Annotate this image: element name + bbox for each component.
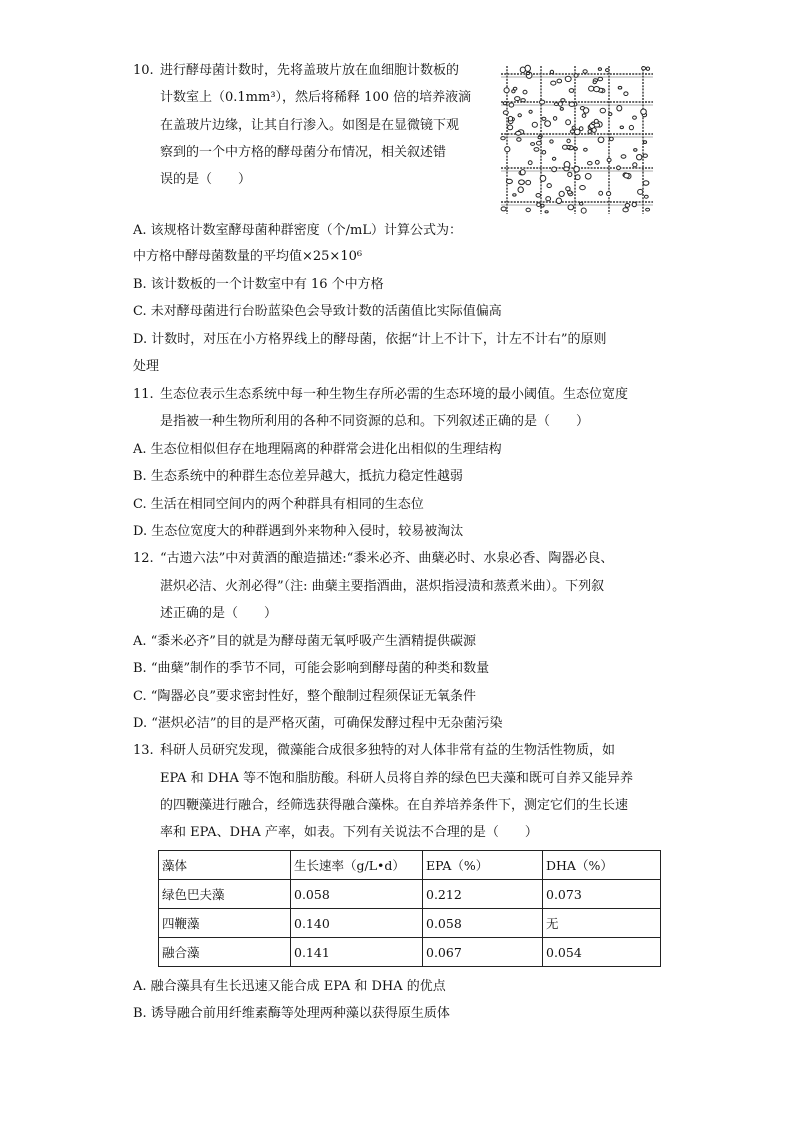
yeast-cell bbox=[565, 76, 571, 81]
q12-option-a: A. “黍米必齐”目的就是为酵母菌无氧呼吸产生酒精提供碳源 bbox=[133, 634, 476, 649]
yeast-cell bbox=[620, 126, 623, 129]
yeast-cell bbox=[542, 151, 546, 155]
table-header-cell: DHA（%） bbox=[543, 851, 661, 880]
yeast-cell bbox=[547, 184, 551, 188]
yeast-cell bbox=[556, 198, 561, 204]
yeast-cell bbox=[521, 99, 525, 102]
q10-option-b: B. 该计数板的一个计数室中有 16 个中方格 bbox=[133, 277, 384, 292]
yeast-cell bbox=[526, 208, 530, 212]
table-cell: 绿色巴夫藻 bbox=[159, 880, 291, 909]
q11-option-d: D. 生态位宽度大的种群遇到外来物种入侵时，较易被淘汰 bbox=[133, 524, 464, 539]
yeast-cell bbox=[503, 111, 508, 115]
yeast-cell bbox=[567, 139, 570, 143]
q10-option-c: C. 未对酵母菌进行台盼蓝染色会导致计数的活菌值比实际值偏高 bbox=[133, 304, 502, 319]
yeast-cell bbox=[540, 175, 546, 181]
yeast-cell bbox=[526, 72, 529, 74]
yeast-cell bbox=[538, 136, 541, 139]
q10-option-d: D. 计数时，对压在小方格界线上的酵母菌，依据“计上不计下，计左不计右”的原则 bbox=[133, 332, 607, 347]
yeast-cell bbox=[542, 117, 546, 120]
table-cell: 0.054 bbox=[543, 938, 661, 967]
yeast-cell bbox=[557, 79, 562, 83]
q10-stem-line: 进行酵母菌计数时，先将盖玻片放在血细胞计数板的 bbox=[160, 63, 460, 78]
yeast-cell bbox=[593, 81, 596, 84]
yeast-cell bbox=[504, 88, 509, 93]
yeast-cell bbox=[518, 187, 523, 193]
yeast-cell bbox=[536, 194, 541, 198]
yeast-cell bbox=[537, 141, 542, 145]
q13-stem-line: 的四鞭藻进行融合，经筛选获得融合藻株。在自养培养条件下，测定它们的生长速 bbox=[160, 798, 629, 813]
yeast-cell bbox=[529, 110, 532, 113]
yeast-cell bbox=[551, 81, 556, 85]
yeast-cell bbox=[515, 97, 520, 101]
yeast-cell bbox=[540, 100, 545, 104]
table-header-cell: 藻体 bbox=[159, 851, 291, 880]
q13-option-a: A. 融合藻具有生长迅速又能合成 EPA 和 DHA 的优点 bbox=[133, 979, 446, 994]
yeast-cell bbox=[532, 122, 537, 127]
yeast-cell bbox=[585, 174, 591, 180]
yeast-cell bbox=[643, 141, 646, 144]
yeast-cell bbox=[617, 166, 621, 170]
yeast-cell bbox=[592, 128, 596, 133]
q11-option-a: A. 生态位相似但存在地理隔离的种群常会进化出相似的生理结构 bbox=[133, 442, 502, 457]
table-cell: 0.073 bbox=[543, 880, 661, 909]
yeast-cell bbox=[574, 166, 579, 172]
yeast-cell bbox=[574, 147, 578, 150]
yeast-cell bbox=[520, 67, 525, 73]
q10-option-d-cont: 处理 bbox=[133, 359, 160, 374]
yeast-cell bbox=[583, 108, 588, 113]
yeast-cell bbox=[575, 129, 581, 135]
yeast-cell bbox=[545, 211, 548, 213]
yeast-cell bbox=[569, 89, 574, 93]
table-row bbox=[159, 880, 661, 909]
yeast-cell bbox=[595, 160, 599, 164]
yeast-cell bbox=[506, 179, 512, 183]
q12-stem-line: 述正确的是（ ） bbox=[160, 606, 278, 621]
yeast-cell bbox=[501, 207, 506, 211]
table-header-row bbox=[159, 851, 661, 880]
q10-stem-line: 察到的一个中方格的酵母菌分布情况，相关叙述错 bbox=[160, 145, 447, 160]
yeast-cell bbox=[625, 204, 629, 208]
table-cell: 0.067 bbox=[423, 938, 543, 967]
yeast-cell bbox=[607, 192, 611, 196]
yeast-cell bbox=[594, 123, 600, 127]
yeast-cell bbox=[621, 155, 626, 158]
yeast-cell bbox=[570, 130, 574, 133]
table-cell: 0.058 bbox=[423, 909, 543, 938]
yeast-cell bbox=[607, 158, 611, 161]
yeast-cell bbox=[624, 173, 629, 178]
table-cell: 0.058 bbox=[291, 880, 423, 909]
yeast-cell bbox=[582, 114, 586, 118]
yeast-cell bbox=[552, 167, 557, 172]
yeast-cell bbox=[642, 67, 646, 70]
q13-stem-line: EPA 和 DHA 等不饱和脂肪酸。科研人员将自养的绿色巴夫藻和既可自养又能异养 bbox=[160, 771, 633, 786]
yeast-cell bbox=[503, 102, 507, 105]
yeast-cell bbox=[583, 70, 587, 73]
question-12-number: 12. bbox=[133, 551, 154, 566]
yeast-cell bbox=[567, 191, 571, 194]
q13-stem-line: 科研人员研究发现，微藻能合成很多独特的对人体非常有益的生物活性物质，如 bbox=[160, 743, 616, 758]
yeast-cell bbox=[528, 161, 532, 165]
yeast-cell bbox=[519, 180, 525, 185]
q11-option-c: C. 生活在相同空间内的两个种群具有相同的生态位 bbox=[133, 497, 424, 512]
yeast-cell bbox=[643, 154, 647, 157]
q11-option-b: B. 生态系统中的种群生态位差异越大，抵抗力稳定性越弱 bbox=[133, 469, 463, 484]
hemocytometer-micrograph bbox=[497, 62, 657, 218]
yeast-cell bbox=[629, 125, 633, 129]
yeast-cell bbox=[618, 86, 622, 89]
yeast-cell bbox=[554, 103, 558, 106]
yeast-cell bbox=[550, 70, 553, 73]
yeast-cell bbox=[623, 208, 628, 212]
q10-stem-line: 计数室上（0.1mm³），然后将稀释 100 倍的培养液滴 bbox=[160, 90, 472, 105]
yeast-cell bbox=[518, 114, 521, 117]
yeast-cell bbox=[516, 131, 521, 135]
yeast-cell bbox=[633, 163, 637, 167]
yeast-cell bbox=[606, 69, 610, 72]
yeast-cell bbox=[546, 197, 551, 201]
q10-stem-line: 在盖玻片边缘，让其自行渗入。如图是在显微镜下观 bbox=[160, 118, 460, 133]
q12-option-c: C. “陶器必良”要求密封性好，整个酿制过程须保证无氧条件 bbox=[133, 689, 477, 704]
yeast-cell bbox=[638, 189, 643, 194]
yeast-cell bbox=[572, 126, 575, 129]
yeast-cell bbox=[574, 74, 578, 78]
yeast-cell bbox=[600, 108, 605, 113]
yeast-cell bbox=[566, 120, 571, 125]
yeast-cell bbox=[588, 130, 591, 134]
yeast-cell bbox=[523, 90, 527, 94]
yeast-cell bbox=[580, 186, 586, 190]
yeast-cell bbox=[637, 155, 642, 160]
table-cell: 融合藻 bbox=[159, 938, 291, 967]
yeast-cell bbox=[594, 87, 600, 92]
yeast-cell bbox=[633, 116, 637, 119]
yeast-cell bbox=[505, 147, 510, 152]
q10-option-a: A. 该规格计数室酵母菌种群密度（个/mL）计算公式为： bbox=[133, 223, 462, 238]
yeast-cell bbox=[552, 157, 555, 160]
q13-option-b: B. 诱导融合前用纤维素酶等处理两种藻以获得原生质体 bbox=[133, 1006, 450, 1021]
table-cell: 0.141 bbox=[291, 938, 423, 967]
yeast-cell bbox=[545, 121, 551, 127]
yeast-cell bbox=[609, 113, 612, 116]
q11-stem-line: 生态位表示生态系统中每一种生物生存所必需的生态环境的最小阈值。生态位宽度 bbox=[160, 387, 629, 402]
q13-stem-line: 率和 EPA、DHA 产率，如表。下列有关说法不合理的是（ ） bbox=[160, 825, 538, 840]
question-11-number: 11. bbox=[133, 387, 154, 402]
yeast-cell bbox=[559, 191, 564, 196]
yeast-cell bbox=[632, 202, 636, 207]
yeast-cell bbox=[580, 202, 583, 205]
yeast-cell bbox=[550, 140, 553, 143]
yeast-cell bbox=[581, 208, 586, 213]
yeast-cell bbox=[566, 187, 570, 191]
yeast-cell bbox=[646, 208, 650, 211]
q11-stem-line: 是指被一种生物所利用的各种不同资源的总和。下列叙述正确的是（ ） bbox=[160, 414, 590, 429]
yeast-cell bbox=[564, 167, 569, 171]
yeast-cell bbox=[526, 180, 531, 184]
yeast-cell bbox=[598, 68, 601, 71]
yeast-cell bbox=[641, 109, 647, 114]
table-row bbox=[159, 938, 661, 967]
yeast-cell bbox=[508, 125, 513, 130]
q12-stem-line: 湛炽必洁、火剂必得”（注: 曲蘖主要指酒曲，湛炽指浸渍和蒸煮米曲）。下列叙 bbox=[160, 579, 605, 594]
yeast-cell bbox=[534, 148, 539, 152]
table-cell: 无 bbox=[543, 909, 661, 938]
q12-option-d: D. “湛炽必洁”的目的是严格灭菌，可确保发酵过程中无杂菌污染 bbox=[133, 716, 503, 731]
yeast-cell bbox=[569, 102, 574, 106]
table-cell: 0.212 bbox=[423, 880, 543, 909]
yeast-cell bbox=[501, 137, 505, 140]
yeast-cell bbox=[541, 204, 544, 207]
yeast-cell bbox=[617, 106, 622, 111]
table-cell: 四鞭藻 bbox=[159, 909, 291, 938]
table-row bbox=[159, 909, 661, 938]
yeast-cell bbox=[513, 194, 516, 196]
yeast-cell bbox=[561, 99, 565, 102]
yeast-cell bbox=[537, 203, 541, 207]
yeast-cell bbox=[634, 149, 637, 152]
yeast-cell bbox=[558, 102, 562, 106]
yeast-cell bbox=[589, 86, 594, 91]
question-10-number: 10. bbox=[133, 63, 154, 78]
q10-stem-line: 误的是（ ） bbox=[160, 172, 252, 187]
table-cell: 0.140 bbox=[291, 909, 423, 938]
yeast-cell bbox=[643, 181, 649, 186]
yeast-cell bbox=[509, 103, 514, 107]
yeast-cell bbox=[568, 205, 574, 210]
yeast-cell bbox=[599, 191, 603, 195]
yeast-cell bbox=[610, 137, 614, 141]
yeast-cell bbox=[512, 90, 515, 93]
yeast-cell bbox=[567, 146, 570, 149]
yeast-cell bbox=[598, 77, 603, 81]
yeast-cell bbox=[568, 172, 572, 176]
algae-data-table bbox=[158, 850, 661, 967]
question-13-number: 13. bbox=[133, 743, 154, 758]
yeast-cell bbox=[598, 137, 604, 143]
yeast-cell bbox=[553, 117, 556, 121]
q12-stem-line: “古遗六法”中对黄酒的酿造描述:“黍米必齐、曲蘖必时、水泉必香、陶器必良、 bbox=[160, 551, 614, 566]
q10-option-a-cont: 中方格中酵母菌数量的平均值×25×10⁶ bbox=[133, 249, 363, 264]
yeast-cell bbox=[644, 195, 648, 198]
table-header-cell: 生长速率（g/L•d） bbox=[291, 851, 423, 880]
table-header-cell: EPA（%） bbox=[423, 851, 543, 880]
yeast-cell bbox=[646, 67, 649, 70]
yeast-cell bbox=[520, 170, 525, 175]
yeast-cell bbox=[575, 175, 580, 180]
yeast-cell bbox=[508, 116, 512, 121]
yeast-cell bbox=[588, 162, 593, 165]
yeast-cell bbox=[531, 143, 535, 146]
q12-option-b: B. “曲蘖”制作的季节不同，可能会影响到酵母菌的种类和数量 bbox=[133, 661, 490, 676]
yeast-cell bbox=[560, 108, 563, 111]
yeast-cell bbox=[517, 138, 521, 141]
yeast-cell bbox=[584, 148, 588, 151]
yeast-cell bbox=[624, 92, 628, 96]
